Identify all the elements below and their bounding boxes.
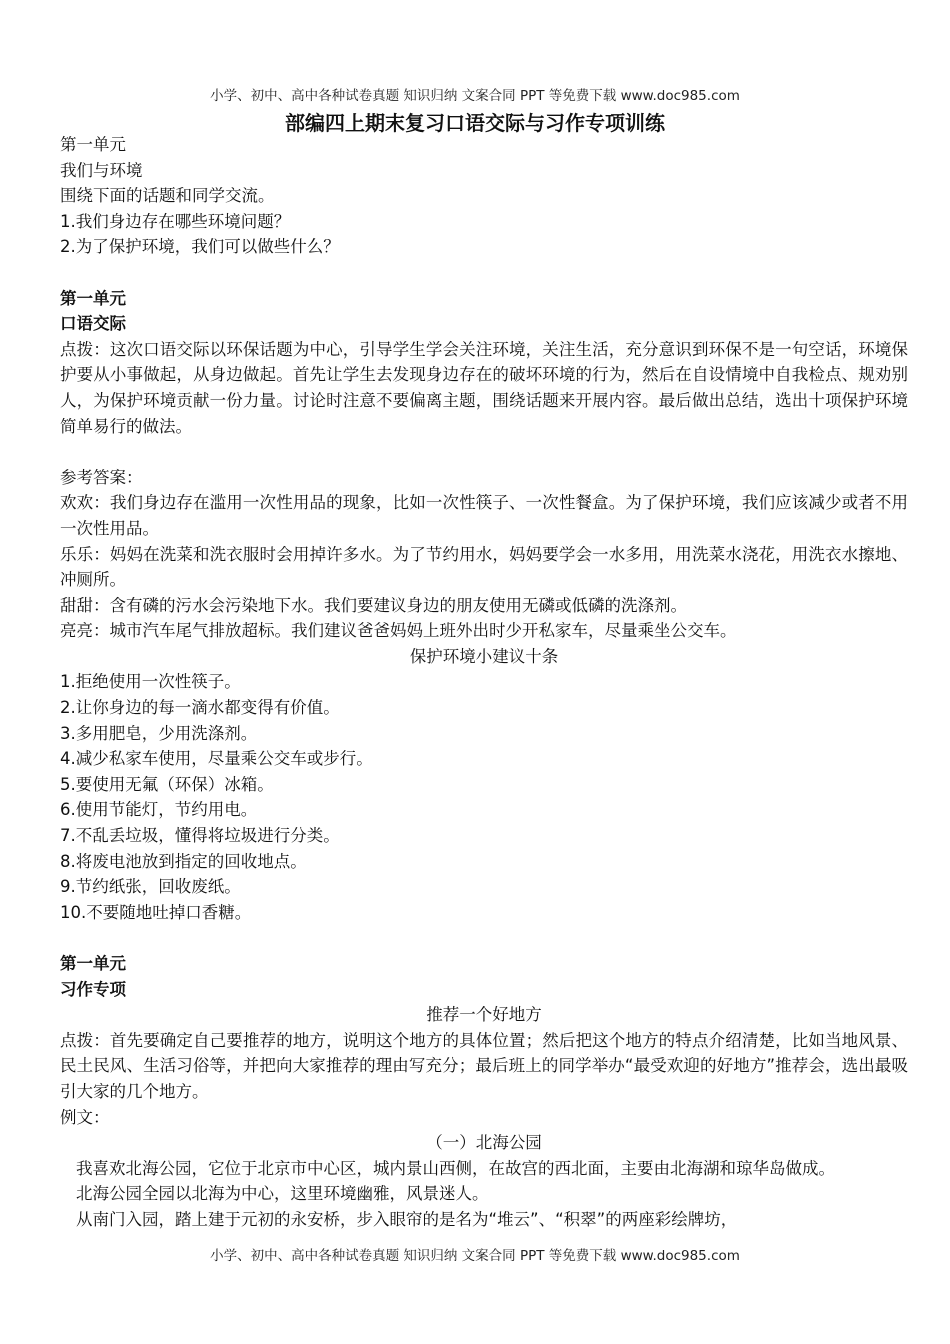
- intro-question-2: 2.为了保护环境，我们可以做些什么？: [60, 237, 340, 257]
- writing-heading: 习作专项: [60, 979, 126, 999]
- example-paragraph: 北海公园全园以北海为中心，这里环境幽雅，风景迷人。: [76, 1184, 489, 1204]
- document-body: [60, 132, 908, 1233]
- suggestion-item: 6.使用节能灯，节约用电。: [60, 800, 258, 820]
- example-label: 例文：: [60, 1107, 110, 1127]
- suggestion-item: 3.多用肥皂，少用洗涤剂。: [60, 723, 258, 743]
- oral-unit: 第一单元: [60, 288, 126, 308]
- page-header: 小学、初中、高中各种试卷真题 知识归纳 文案合同 PPT 等免费下载 www.doc985.com: [210, 88, 740, 104]
- intro-question-1: 1.我们身边存在哪些环境问题？: [60, 211, 291, 231]
- intro-topic: 我们与环境: [60, 160, 143, 180]
- writing-tip: 点拨：首先要确定自己要推荐的地方，说明这个地方的具体位置；然后把这个地方的特点介绍清楚，比如当地风景、民土民风、生活习俗等，并把向大家推荐的理由写充分；最后班上的同学举办“最受欢迎的好地方”推荐会，选出最吸引大家的几个地方。: [60, 1030, 908, 1101]
- oral-heading: 口语交际: [60, 314, 126, 334]
- suggestion-item: 8.将废电池放到指定的回收地点。: [60, 851, 307, 871]
- writing-unit: 第一单元: [60, 954, 126, 973]
- example-paragraph: 我喜欢北海公园，它位于北京市中心区，城内景山西侧，在故宫的西北面，主要由北海湖和琼华岛做成。: [76, 1158, 835, 1178]
- suggestion-item: 9.节约纸张，回收废纸。: [60, 877, 241, 897]
- oral-answer: 欢欢：我们身边存在滥用一次性用品的现象，比如一次性筷子、一次性餐盒。为了保护环境，我们应该减少或者不用一次性用品。: [60, 493, 908, 538]
- oral-answer: 亮亮：城市汽车尾气排放超标。我们建议爸爸妈妈上班外出时少开私家车，尽量乘坐公交车。: [60, 621, 737, 641]
- oral-answer: 乐乐：妈妈在洗菜和洗衣服时会用掉许多水。为了节约用水，妈妈要学会一水多用，用洗菜水浇花，用洗衣水擦地、冲厕所。: [60, 544, 908, 590]
- writing-topic: 推荐一个好地方: [426, 1005, 542, 1025]
- oral-answer-label: 参考答案：: [60, 467, 143, 487]
- intro-instruction: 围绕下面的话题和同学交流。: [60, 186, 275, 206]
- document-title: 部编四上期末复习口语交际与习作专项训练: [285, 111, 665, 135]
- suggestion-list-title: 保护环境小建议十条: [409, 646, 559, 666]
- oral-tip: 点拨：这次口语交际以环保话题为中心，引导学生学会关注环境，关注生活，充分意识到环保不是一句空话，环境保护要从小事做起，从身边做起。首先让学生去发现身边存在的破坏环境的行为，然后在自设情境中自我检点、规劝别人，为保护环境贡献一份力量。讨论时注意不要偏离主题，围绕话题来开展内容。最后做出总结，选出十项保护环境简单易行的做法。: [60, 339, 908, 436]
- suggestion-item: 10.不要随地吐掉口香糖。: [60, 902, 252, 922]
- intro-unit: 第一单元: [60, 135, 126, 154]
- page-footer: 小学、初中、高中各种试卷真题 知识归纳 文案合同 PPT 等免费下载 www.doc985.com: [210, 1248, 740, 1264]
- suggestion-item: 5.要使用无氟（环保）冰箱。: [60, 774, 274, 794]
- suggestion-item: 2.让你身边的每一滴水都变得有价值。: [60, 698, 340, 718]
- example-title: （一）北海公园: [426, 1133, 542, 1153]
- oral-answer: 甜甜：含有磷的污水会污染地下水。我们要建议身边的朋友使用无磷或低磷的洗涤剂。: [60, 595, 687, 615]
- suggestion-item: 7.不乱丢垃圾，懂得将垃圾进行分类。: [60, 826, 340, 846]
- suggestion-item: 1.拒绝使用一次性筷子。: [60, 672, 241, 692]
- example-paragraph: 从南门入园，踏上建于元初的永安桥，步入眼帘的是名为“堆云”、“积翠”的两座彩绘牌坊，: [76, 1209, 738, 1229]
- suggestion-item: 4.减少私家车使用，尽量乘公交车或步行。: [60, 749, 373, 769]
